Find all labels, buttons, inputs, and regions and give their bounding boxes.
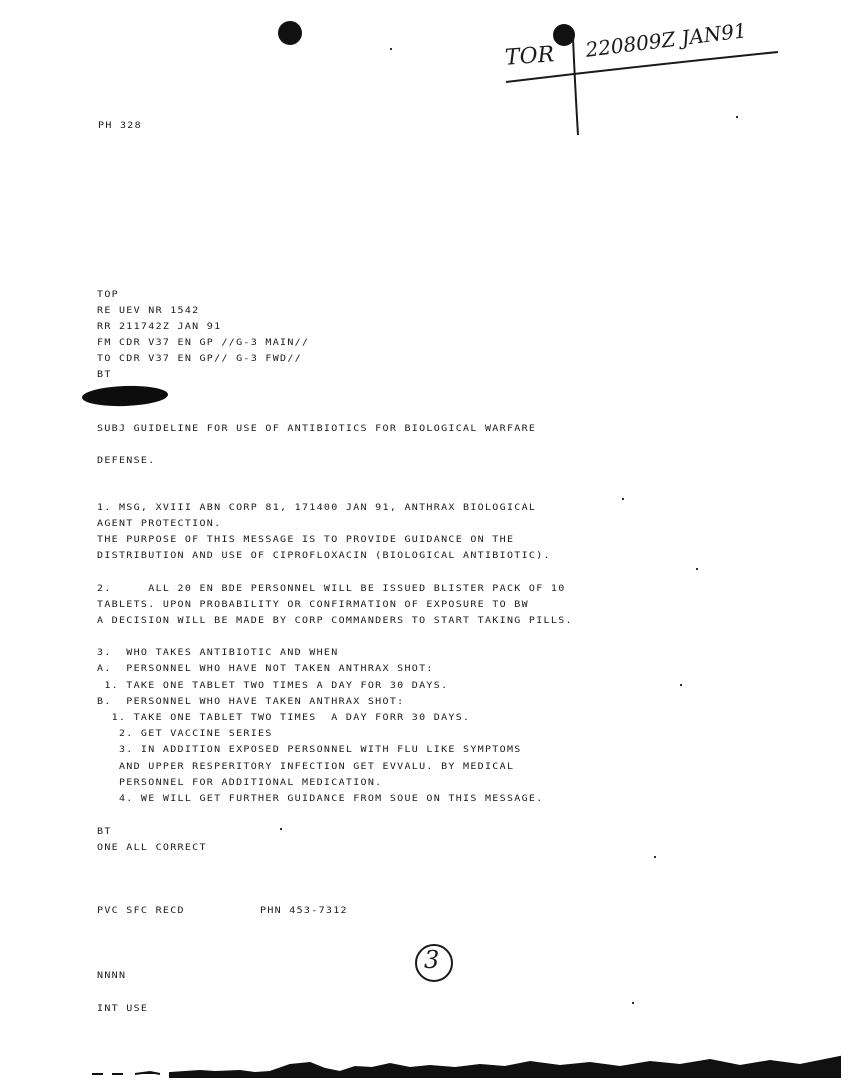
scan-edge-artifact xyxy=(0,1041,850,1081)
redaction-mark xyxy=(82,385,169,408)
scan-speck xyxy=(680,684,682,686)
para2-line-3: A DECISION WILL BE MADE BY CORP COMMANDERS TO START TAKING PILLS. xyxy=(97,616,573,626)
page-number: 3 xyxy=(424,946,440,974)
para2-line-1: 2. ALL 20 EN BDE PERSONNEL WILL BE ISSUED BLISTER PACK OF 10 xyxy=(97,584,566,594)
scan-speck xyxy=(632,1002,634,1004)
tor-dtg: 220809Z JAN91 xyxy=(584,18,748,62)
para1-line-2: AGENT PROTECTION. xyxy=(97,519,222,529)
para3-line-7: 3. IN ADDITION EXPOSED PERSONNEL WITH FLU LIKE SYMPTOMS xyxy=(97,745,522,755)
para3-line-8: AND UPPER RESPERITORY INFECTION GET EVVALU. BY MEDICAL xyxy=(97,762,515,772)
tor-stamp-lines xyxy=(0,0,850,140)
scan-speck xyxy=(654,856,656,858)
para3-line-9: PERSONNEL FOR ADDITIONAL MEDICATION. xyxy=(97,778,383,788)
to-line: TO CDR V37 EN GP// G-3 FWD// xyxy=(97,354,302,364)
phone-number: PHN 453-7312 xyxy=(260,906,348,916)
closing-bt: BT xyxy=(97,827,112,837)
scan-speck xyxy=(390,48,392,50)
para3-line-10: 4. WE WILL GET FURTHER GUIDANCE FROM SOUE ON THIS MESSAGE. xyxy=(97,794,544,804)
header-code: PH 328 xyxy=(98,121,142,131)
service-received: PVC SFC RECD xyxy=(97,906,185,916)
para3-line-2: A. PERSONNEL WHO HAVE NOT TAKEN ANTHRAX SHOT: xyxy=(97,664,434,674)
datetime-line: RR 211742Z JAN 91 xyxy=(97,322,222,332)
from-line: FM CDR V37 EN GP //G-3 MAIN// xyxy=(97,338,310,348)
precedence-line: TOP xyxy=(97,290,119,300)
para3-line-4: B. PERSONNEL WHO HAVE TAKEN ANTHRAX SHOT: xyxy=(97,697,405,707)
para3-line-6: 2. GET VACCINE SERIES xyxy=(97,729,273,739)
internal-use: INT USE xyxy=(97,1004,149,1014)
scan-speck xyxy=(696,568,698,570)
scan-speck xyxy=(280,828,282,830)
scan-speck xyxy=(622,498,624,500)
end-marker: NNNN xyxy=(97,971,127,981)
closing-all-correct: ONE ALL CORRECT xyxy=(97,843,207,853)
para1-line-3: THE PURPOSE OF THIS MESSAGE IS TO PROVIDE GUIDANCE ON THE xyxy=(97,535,515,545)
tor-label: TOR xyxy=(504,42,556,71)
para3-line-5: 1. TAKE ONE TABLET TWO TIMES A DAY FORR 30 DAYS. xyxy=(97,713,471,723)
scan-speck xyxy=(736,116,738,118)
para3-line-3: 1. TAKE ONE TABLET TWO TIMES A DAY FOR 30 DAYS. xyxy=(97,681,449,691)
subject-line-1: SUBJ GUIDELINE FOR USE OF ANTIBIOTICS FOR BIOLOGICAL WARFARE xyxy=(97,424,537,434)
subject-line-2: DEFENSE. xyxy=(97,456,156,466)
para3-line-1: 3. WHO TAKES ANTIBIOTIC AND WHEN xyxy=(97,648,339,658)
para1-line-4: DISTRIBUTION AND USE OF CIPROFLOXACIN (BIOLOGICAL ANTIBIOTIC). xyxy=(97,551,551,561)
classification-line: BT xyxy=(97,370,112,380)
para2-line-2: TABLETS. UPON PROBABILITY OR CONFIRMATION OF EXPOSURE TO BW xyxy=(97,600,529,610)
relay-line: RE UEV NR 1542 xyxy=(97,306,200,316)
para1-line-1: 1. MSG, XVIII ABN CORP 81, 171400 JAN 91, ANTHRAX BIOLOGICAL xyxy=(97,503,537,513)
